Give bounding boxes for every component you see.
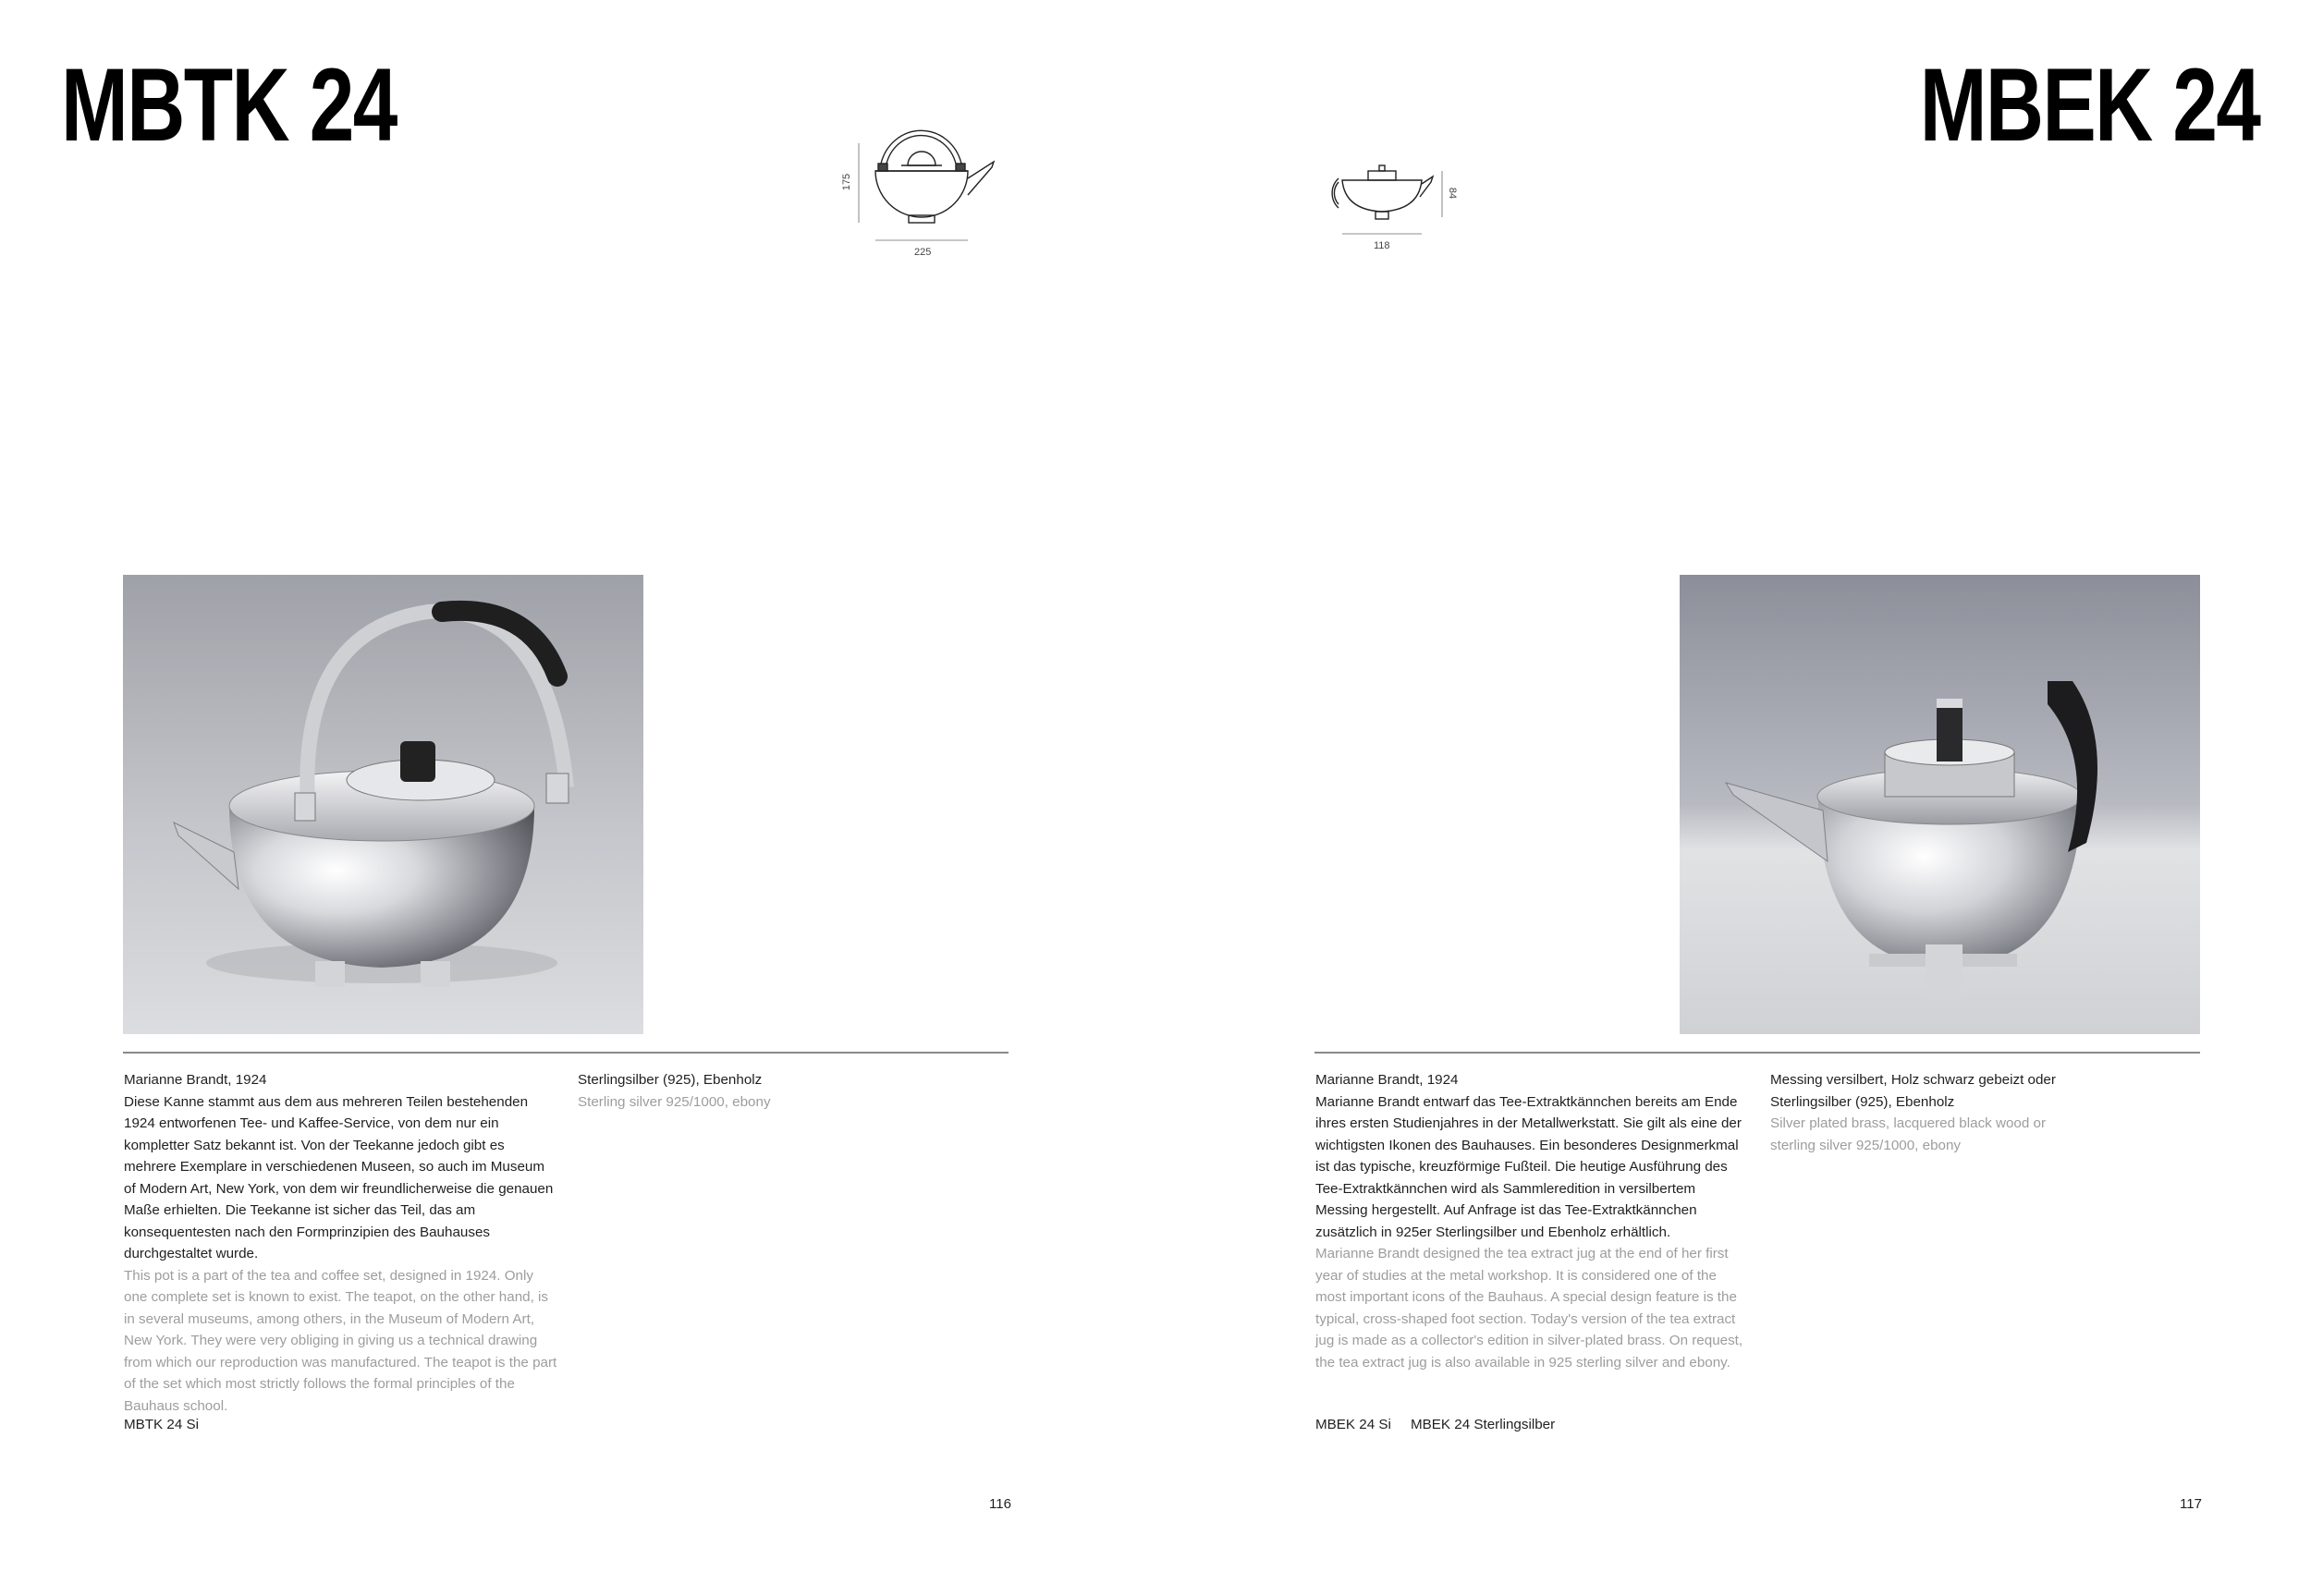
article-number-sterling: MBEK 24 Sterlingsilber xyxy=(1411,1417,1556,1432)
description-german: Diese Kanne stammt aus dem aus mehreren Teilen bestehenden 1924 entworfenen Tee- und Kaffee-Service, von dem nur ein kompletter Satz bekannt ist. Von der Teekanne jedoch gibt es mehrere Exemplare in verschiedenen Museen, so auch im Museum of Modern Art, New York, von dem wir freundlicherweise die genauen Maße erhielten. Die Teekanne ist sicher das Teil, das am konsequentesten nach den Formprinzipien des Bauhauses durchgestaltet wurde. xyxy=(124,1093,554,1261)
teapot-drawing-icon xyxy=(837,106,1021,263)
divider-right xyxy=(1314,1052,2200,1054)
material-column-right xyxy=(1770,1069,2075,1156)
material-german: Sterlingsilber (925), Ebenholz xyxy=(578,1072,763,1088)
description-german: Marianne Brandt entwarf das Tee-Extraktkännchen bereits am Ende ihres ersten Studienjahres in der Metallwerkstatt. Sie gilt als eine der wichtigsten Ikonen des Bauhauses. Ein besonderes Designmerkmal ist das typische, kreuzförmige Fußteil. Die heutige Ausführung des Tee-Extraktkännchen wird als Sammleredition in versilbertem Messing hergestellt. Auf Anfrage ist das Tee-Extraktkännchen zusätzlich in 925er Sterlingsilber und Ebenholz erhältlich. xyxy=(1315,1093,1742,1240)
article-number-silver-plated: MBEK 24 Si xyxy=(1315,1417,1391,1432)
material-column-left xyxy=(578,1069,818,1113)
height-dimension-label: 175 xyxy=(841,173,853,191)
width-dimension-label: 118 xyxy=(1374,240,1390,251)
material-german: Messing versilbert, Holz schwarz gebeizt oder Sterlingsilber (925), Ebenholz xyxy=(1770,1072,2056,1110)
teapot-photo xyxy=(123,575,643,1034)
article-number: MBTK 24 Si xyxy=(124,1417,200,1432)
description-english: This pot is a part of the tea and coffee set, designed in 1924. Only one complete set is known to exist. The teapot, on the other hand, is in several museums, among others, in the Museum of Modern Art, New York. They were very obliging in giving us a technical drawing from which our reproduction was manufactured. The teapot is the part of the set which most strictly follows the formal principles of the Bauhaus school. xyxy=(124,1267,557,1414)
page-title-left: MBTK 24 xyxy=(61,47,397,163)
designer-credit: Marianne Brandt, 1924 xyxy=(1315,1072,1459,1088)
divider-left xyxy=(123,1052,1009,1054)
page-number-left: 116 xyxy=(989,1496,1011,1512)
material-english: Silver plated brass, lacquered black wood or sterling silver 925/1000, ebony xyxy=(1770,1115,2047,1153)
designer-credit: Marianne Brandt, 1924 xyxy=(124,1072,267,1088)
jug-photo xyxy=(1680,575,2200,1034)
description-english: Marianne Brandt designed the tea extract jug at the end of her first year of studies at the metal workshop. It is considered one of the most important icons of the Bauhaus. A special design feature is the typical, cross-shaped foot section. Today's version of the tea extract jug is made as a collector's edition in silver-plated brass. On request, the tea extract jug is also available in 925 sterling silver and ebony. xyxy=(1315,1246,1743,1371)
description-column-right xyxy=(1315,1069,1750,1373)
material-english: Sterling silver 925/1000, ebony xyxy=(578,1093,771,1110)
page-title-right: MBEK 24 xyxy=(1919,47,2259,163)
page-number-right: 117 xyxy=(2180,1496,2202,1512)
height-dimension-label: 84 xyxy=(1447,187,1459,200)
technical-drawing-teapot xyxy=(837,106,1021,263)
description-column-left xyxy=(124,1069,558,1417)
width-dimension-label: 225 xyxy=(914,247,932,258)
technical-drawing-jug xyxy=(1303,152,1474,259)
